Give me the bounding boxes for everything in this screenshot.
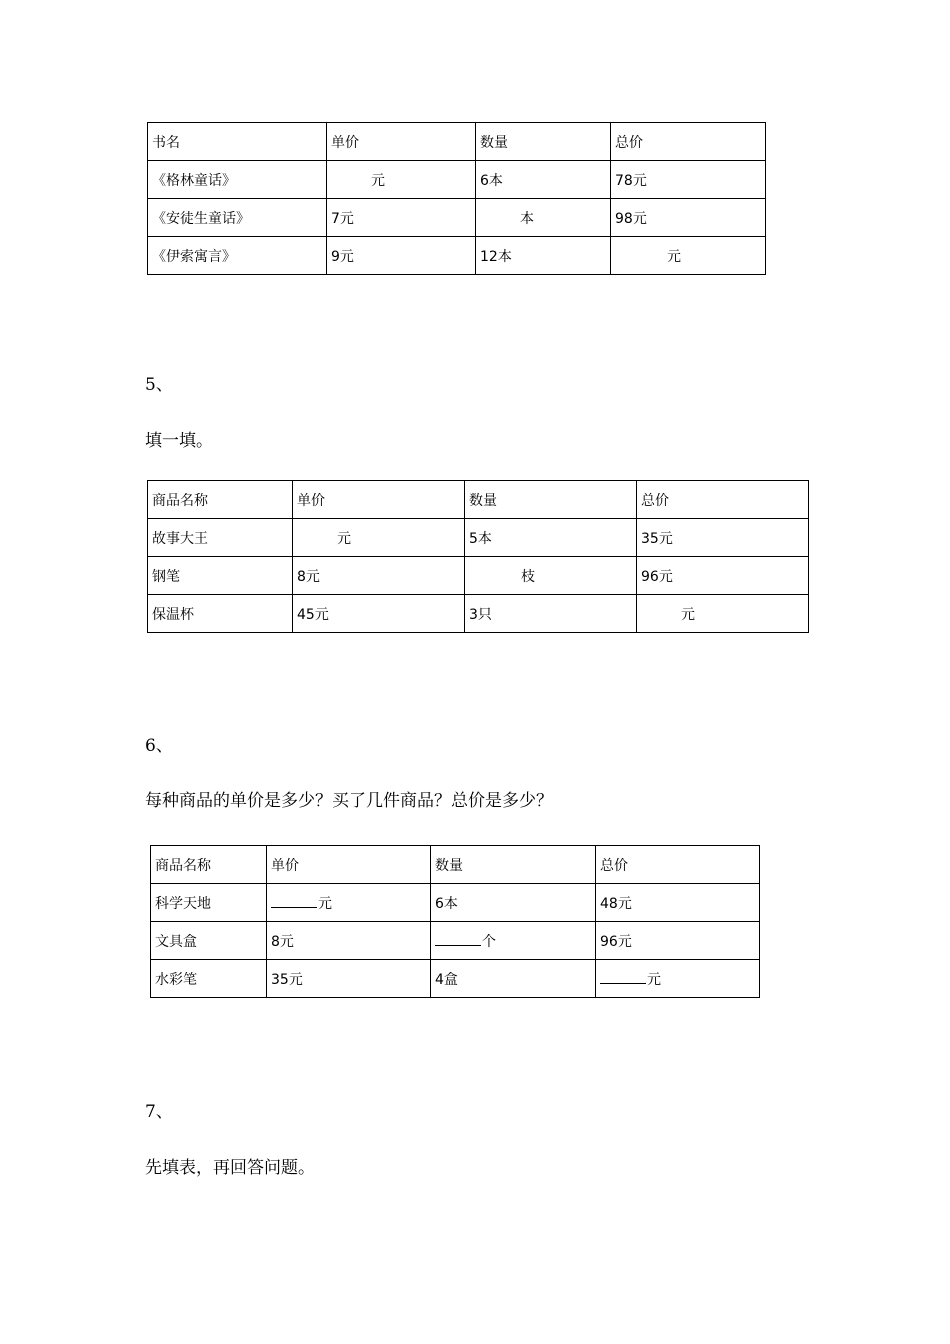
table-cell: 保温杯: [148, 595, 293, 633]
table-row: [148, 237, 766, 275]
table-cell: 《安徒生童话》: [148, 199, 327, 237]
header-cell: 商品名称: [148, 481, 293, 519]
table-cell: 6本: [431, 884, 596, 922]
table-cell: 科学天地: [151, 884, 267, 922]
blank-cell[interactable]: 元: [327, 161, 476, 199]
blank-cell[interactable]: [596, 960, 760, 998]
header-cell: 商品名称: [151, 846, 267, 884]
table-cell: 9元: [327, 237, 476, 275]
table-cell: 78元: [611, 161, 766, 199]
table-cell: 钢笔: [148, 557, 293, 595]
table-cell: 水彩笔: [151, 960, 267, 998]
blank-cell[interactable]: [267, 884, 431, 922]
goods-price-table-3: [150, 845, 760, 998]
question-5-number: 5、: [145, 375, 173, 395]
answer-blank[interactable]: [600, 971, 646, 984]
blank-cell[interactable]: 元: [637, 595, 809, 633]
table-cell: 96元: [596, 922, 760, 960]
table-cell: 5本: [465, 519, 637, 557]
table-row: [148, 557, 809, 595]
question-7-instruction: 先填表，再回答问题。: [145, 1158, 315, 1178]
header-cell: 单价: [293, 481, 465, 519]
header-cell: 数量: [431, 846, 596, 884]
blank-cell[interactable]: 本: [476, 199, 611, 237]
table-cell: 12本: [476, 237, 611, 275]
table-header-row: [148, 481, 809, 519]
table-row: [148, 519, 809, 557]
table-cell: 96元: [637, 557, 809, 595]
table-cell: 8元: [267, 922, 431, 960]
answer-blank[interactable]: [271, 895, 317, 908]
table-row: [148, 595, 809, 633]
table-cell: 35元: [637, 519, 809, 557]
blank-cell[interactable]: [431, 922, 596, 960]
question-5-instruction: 填一填。: [145, 431, 213, 451]
unit-label: 元: [647, 971, 661, 988]
table-row: [151, 884, 760, 922]
table-cell: 6本: [476, 161, 611, 199]
table-row: [151, 960, 760, 998]
header-cell: 总价: [611, 123, 766, 161]
question-7-number: 7、: [145, 1102, 173, 1122]
table-header-row: [148, 123, 766, 161]
table-cell: 故事大王: [148, 519, 293, 557]
table-cell: 8元: [293, 557, 465, 595]
table-cell: 《格林童话》: [148, 161, 327, 199]
table-cell: 文具盒: [151, 922, 267, 960]
header-cell: 单价: [267, 846, 431, 884]
header-cell: 书名: [148, 123, 327, 161]
goods-price-table-2: [147, 480, 809, 633]
book-price-table: [147, 122, 766, 275]
table-cell: 4盒: [431, 960, 596, 998]
table-cell: 《伊索寓言》: [148, 237, 327, 275]
table-row: [148, 199, 766, 237]
header-cell: 总价: [596, 846, 760, 884]
header-cell: 数量: [465, 481, 637, 519]
question-6-instruction: 每种商品的单价是多少？买了几件商品？总价是多少？: [145, 791, 553, 811]
header-cell: 总价: [637, 481, 809, 519]
table-header-row: [151, 846, 760, 884]
table-row: [148, 161, 766, 199]
unit-label: 元: [318, 895, 332, 912]
blank-cell[interactable]: 元: [293, 519, 465, 557]
blank-cell[interactable]: 元: [611, 237, 766, 275]
table-row: [151, 922, 760, 960]
blank-cell[interactable]: 枝: [465, 557, 637, 595]
header-cell: 单价: [327, 123, 476, 161]
table-cell: 98元: [611, 199, 766, 237]
header-cell: 数量: [476, 123, 611, 161]
answer-blank[interactable]: [435, 933, 481, 946]
table-cell: 45元: [293, 595, 465, 633]
table-cell: 3只: [465, 595, 637, 633]
question-6-number: 6、: [145, 736, 173, 756]
table-cell: 48元: [596, 884, 760, 922]
table-cell: 7元: [327, 199, 476, 237]
table-cell: 35元: [267, 960, 431, 998]
unit-label: 个: [482, 933, 496, 950]
